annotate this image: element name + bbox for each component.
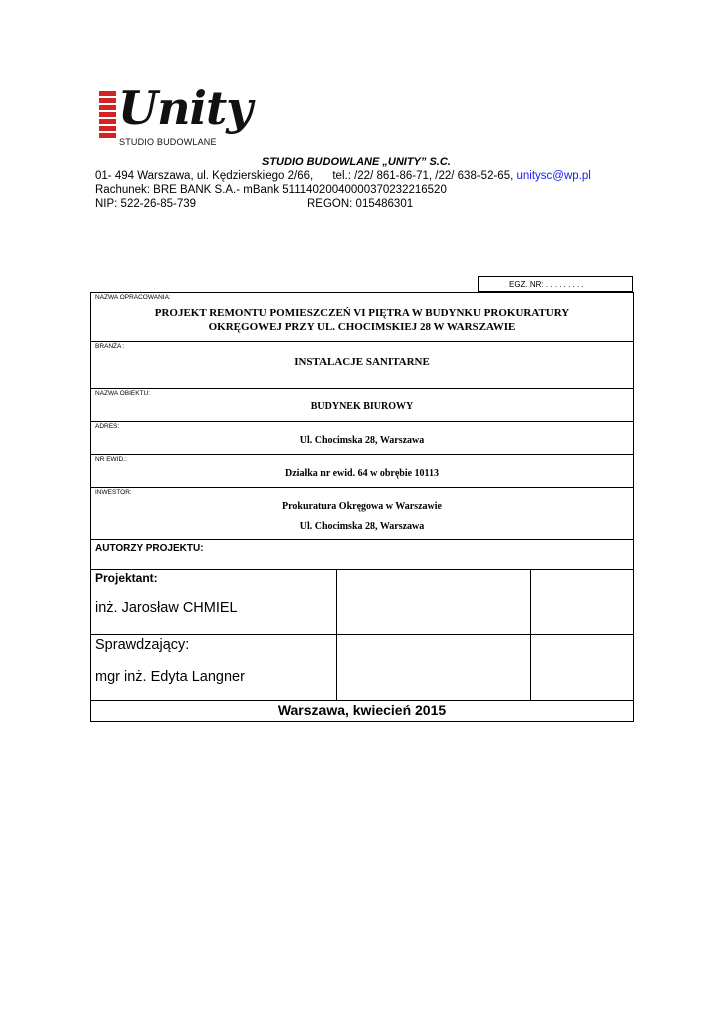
reviewer-signature-cell xyxy=(336,635,337,700)
reviewer-name: mgr inż. Edyta Langner xyxy=(95,669,245,685)
bank-account-text: Rachunek: BRE BANK S.A.- mBank 51114020040000370232216520 xyxy=(95,184,447,196)
object-row xyxy=(91,389,633,422)
designer-label: Projektant: xyxy=(95,571,158,585)
authors-label: AUTORZY PROJEKTU: xyxy=(95,543,204,554)
registry-row xyxy=(91,455,633,488)
company-name: STUDIO BUDOWLANE „UNITY” S.C. xyxy=(262,156,451,168)
project-name-line1: PROJEKT REMONTU POMIESZCZEŃ VI PIĘTRA W BUDYNKU PROKURATURY xyxy=(154,307,570,319)
designer-name: inż. Jarosław CHMIEL xyxy=(95,600,238,616)
branch-value: INSTALACJE SANITARNE xyxy=(294,356,430,368)
reviewer-label: Sprawdzający: xyxy=(95,637,190,653)
address-value: Ul. Chocimska 28, Warszawa xyxy=(299,435,425,446)
branch-row xyxy=(91,342,633,389)
investor-row xyxy=(91,488,633,540)
reviewer-date-cell xyxy=(530,635,531,700)
place-date-text: Warszawa, kwiecień 2015 xyxy=(277,702,447,718)
address-row xyxy=(91,422,633,455)
reviewer-row xyxy=(91,635,633,701)
nip-text: NIP: 522-26-85-739 xyxy=(95,198,197,210)
logo-bars-icon xyxy=(99,91,116,140)
phone-text: tel.: /22/ 861-86-71, /22/ 638-52-65, xyxy=(332,170,514,182)
designer-signature-cell xyxy=(336,570,337,634)
authors-row xyxy=(91,540,633,570)
project-name-row xyxy=(91,293,633,342)
investor-label: INWESTOR: xyxy=(95,489,132,496)
regon-text: REGON: 015486301 xyxy=(307,198,414,210)
designer-date-cell xyxy=(530,570,531,634)
place-date-row xyxy=(91,701,633,721)
address-label: ADRES: xyxy=(95,423,120,430)
investor-name: Prokuratura Okręgowa w Warszawie xyxy=(282,501,442,512)
registry-value: Działka nr ewid. 64 w obrębie 10113 xyxy=(285,468,439,479)
email-link[interactable]: unitysc@wp.pl xyxy=(516,170,591,182)
registry-label: NR EWID.: xyxy=(95,456,127,463)
logo-wordmark: Unity xyxy=(118,81,253,135)
tax-ids-line xyxy=(95,198,414,210)
branch-label: BRANŻA : xyxy=(95,343,125,350)
title-block-form xyxy=(90,292,634,722)
project-name-line2: OKRĘGOWEJ PRZY UL. CHOCIMSKIEJ 28 W WARSZAWIE xyxy=(208,321,516,333)
copy-number-box: EGZ. NR: . . . . . . . . . xyxy=(478,276,633,292)
contact-line xyxy=(95,170,591,182)
object-label: NAZWA OBIEKTU: xyxy=(95,390,151,397)
logo-subtitle: STUDIO BUDOWLANE xyxy=(119,137,217,147)
investor-address: Ul. Chocimska 28, Warszawa xyxy=(299,521,425,532)
designer-row xyxy=(91,570,633,635)
object-value: BUDYNEK BIUROWY xyxy=(310,401,414,412)
address-text: 01- 494 Warszawa, ul. Kędzierskiego 2/66, xyxy=(95,170,314,182)
company-logo xyxy=(99,81,253,153)
project-name-label: NAZWA OPRACOWANIA: xyxy=(95,294,171,301)
